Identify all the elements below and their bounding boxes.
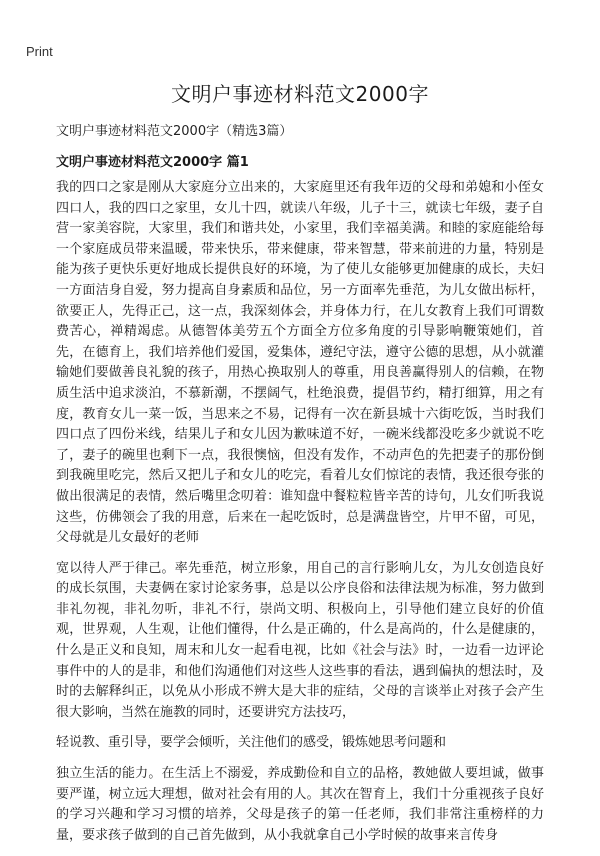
paragraph: 独立生活的能力。在生活上不溺爱，养成勤俭和自立的品格，教她做人要坦诚，做事要严谨，树立远大理想，做对社会有用的人。其次在智育上，我们十分重视孩子良好的学习兴趣和学习习惯的培养，父母是孩子的第一任老师，我们非常注重榜样的力量，要求孩子做到的自己首先做到，从小我就拿自己小学时候的故事来言传身 (56, 766, 544, 843)
print-link[interactable]: Print (26, 44, 53, 59)
paragraph: 宽以待人严于律己。率先垂范，树立形象，用自己的言行影响儿女，为儿女创造良好的成长氛围，夫妻俩在家讨论家务事，总是以公序良俗和法律法规为标准，努力做到非礼勿视，非礼勿听，非礼不行，崇尚文明、积极向上，引导他们建立良好的价值观，世界观，人生观，让他们懂得，什么是正确的，什么是高尚的，什么是健康的，什么是正义和良知，周末和儿女一起看电视，比如《社会与法》时，一边看一边评论事件中的人的是非，和他们沟通他们对这些人这些事的看法，遇到偏执的想法时，及时的去解释纠正，以免从小形成不辨大是大非的症结，父母的言谈举止对孩子会产生很大影响，当然在施教的同时，还要讲究方法技巧， (56, 560, 544, 720)
paragraph: 我的四口之家是刚从大家庭分立出来的，大家庭里还有我年迈的父母和弟媳和小侄女四口人，我的四口之家里，女儿十四，就读八年级，儿子十三，就读七年级，妻子自营一家美容院，大家里，我们和谐共处，小家里，我们幸福美满。和睦的家庭能给每一个家庭成员带来温暖，带来快乐，带来健康，带来智慧，带来前进的力量，特别是能为孩子更快乐更好地成长提供良好的环境，为了使儿女能够更加健康的成长，夫妇一方面洁身自爱，努力提高自身素质和品位，另一方面率先垂范，为儿女做出标杆，欲要正人，先得正己，这一点，我深刻体会，并身体力行，在儿女教育上我们可谓数费苦心，禅精竭虑。从德智体美劳五个方面全方位多角度的引导影响鞭策她们，首先，在德育上，我们培养他们爱国，爱集体，遵纪守法，遵守公德的思想，从小就灌输她们要做善良礼貌的孩子，用热心换取别人的尊重，用良善赢得别人的信赖，在物质生活中追求淡泊，不慕新潮，不摆阔气，杜绝浪费，提倡节约，精打细算，用之有度，教育女儿一菜一饭，当思来之不易，记得有一次在新县城十六街吃饭，当时我们四口点了四份米线，结果儿子和女儿因为歉味道不好，一碗米线都没吃多少就说不吃了，妻子的碗里也剩下一点，我很懊恼，但没有发作，不动声色的先把妻子的那份倒到我碗里吃完，然后又把儿子和女儿的吃完，看着儿女们惊诧的表情，我还很夸张的做出很满足的表情，然后嘴里念叨着：谁知盘中餐粒粒皆辛苦的诗句，儿女们听我说这些，仿佛领会了我的用意，后来在一起吃饭时，总是满盘皆空，片甲不留，可见，父母就是儿女最好的老师 (56, 180, 544, 546)
section-heading: 文明户事迹材料范文2000字 篇1 (56, 155, 249, 170)
document-subtitle: 文明户事迹材料范文2000字（精选3篇） (56, 124, 293, 139)
article-body (56, 178, 544, 856)
document-title: 文明户事迹材料范文2000字 (171, 82, 429, 106)
paragraph: 轻说教、重引导，要学会倾听，关注他们的感受，锻炼她思考问题和 (56, 735, 447, 751)
